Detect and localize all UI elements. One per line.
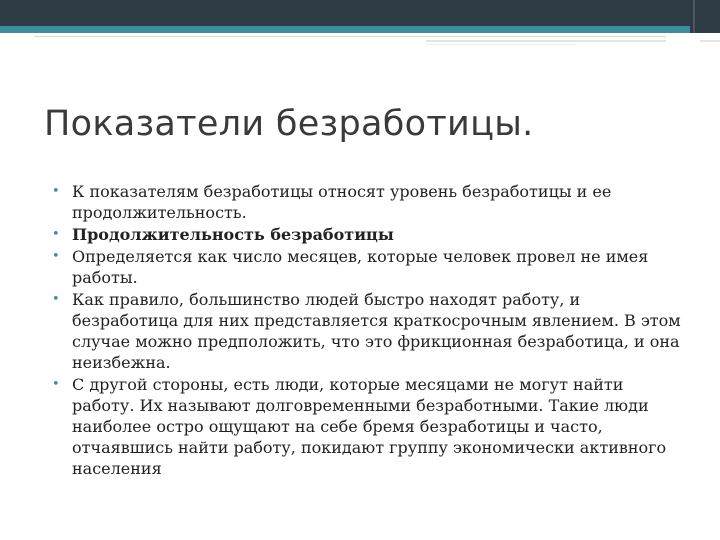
header-accent-band (0, 26, 690, 33)
bullet-text: С другой стороны, есть люди, которые месяцами не могут найти работу. Их называют долговременными безработными. Такие люди наиболее остро ощущают на себе бремя безработицы и часто, отчаявшись найти работу, покидают группу экономически активного населения (72, 375, 667, 478)
bullet-text: К показателям безработицы относят уровень безработицы и ее продолжительность. (72, 182, 612, 222)
bullet-text: Как правило, большинство людей быстро находят работу, и безработица для них представляется краткосрочным явлением. В этом случае можно предположить, что это фрикционная безработица, и она неизбежна. (72, 290, 681, 372)
bullet-icon: • (52, 184, 60, 199)
bullet-text: Определяется как число месяцев, которые человек провел не имея работы. (72, 247, 649, 287)
decorative-line (426, 44, 576, 45)
decorative-line (700, 40, 720, 42)
bullet-list (52, 181, 687, 480)
bullet-icon: • (52, 292, 60, 307)
bullet-icon: • (52, 227, 60, 242)
bullet-item (52, 289, 687, 373)
header-band (0, 0, 690, 26)
bullet-item (52, 181, 687, 223)
decorative-line (34, 36, 666, 37)
bullet-text: Продолжительность безработицы (72, 225, 394, 244)
decorative-line (426, 40, 666, 42)
bullet-item (52, 246, 687, 288)
bullet-icon: • (52, 377, 60, 392)
header-corner-divider (693, 0, 695, 33)
bullet-item (52, 224, 687, 245)
slide-title: Показатели безработицы. (44, 104, 534, 144)
bullet-icon: • (52, 249, 60, 264)
bullet-item (52, 374, 687, 479)
